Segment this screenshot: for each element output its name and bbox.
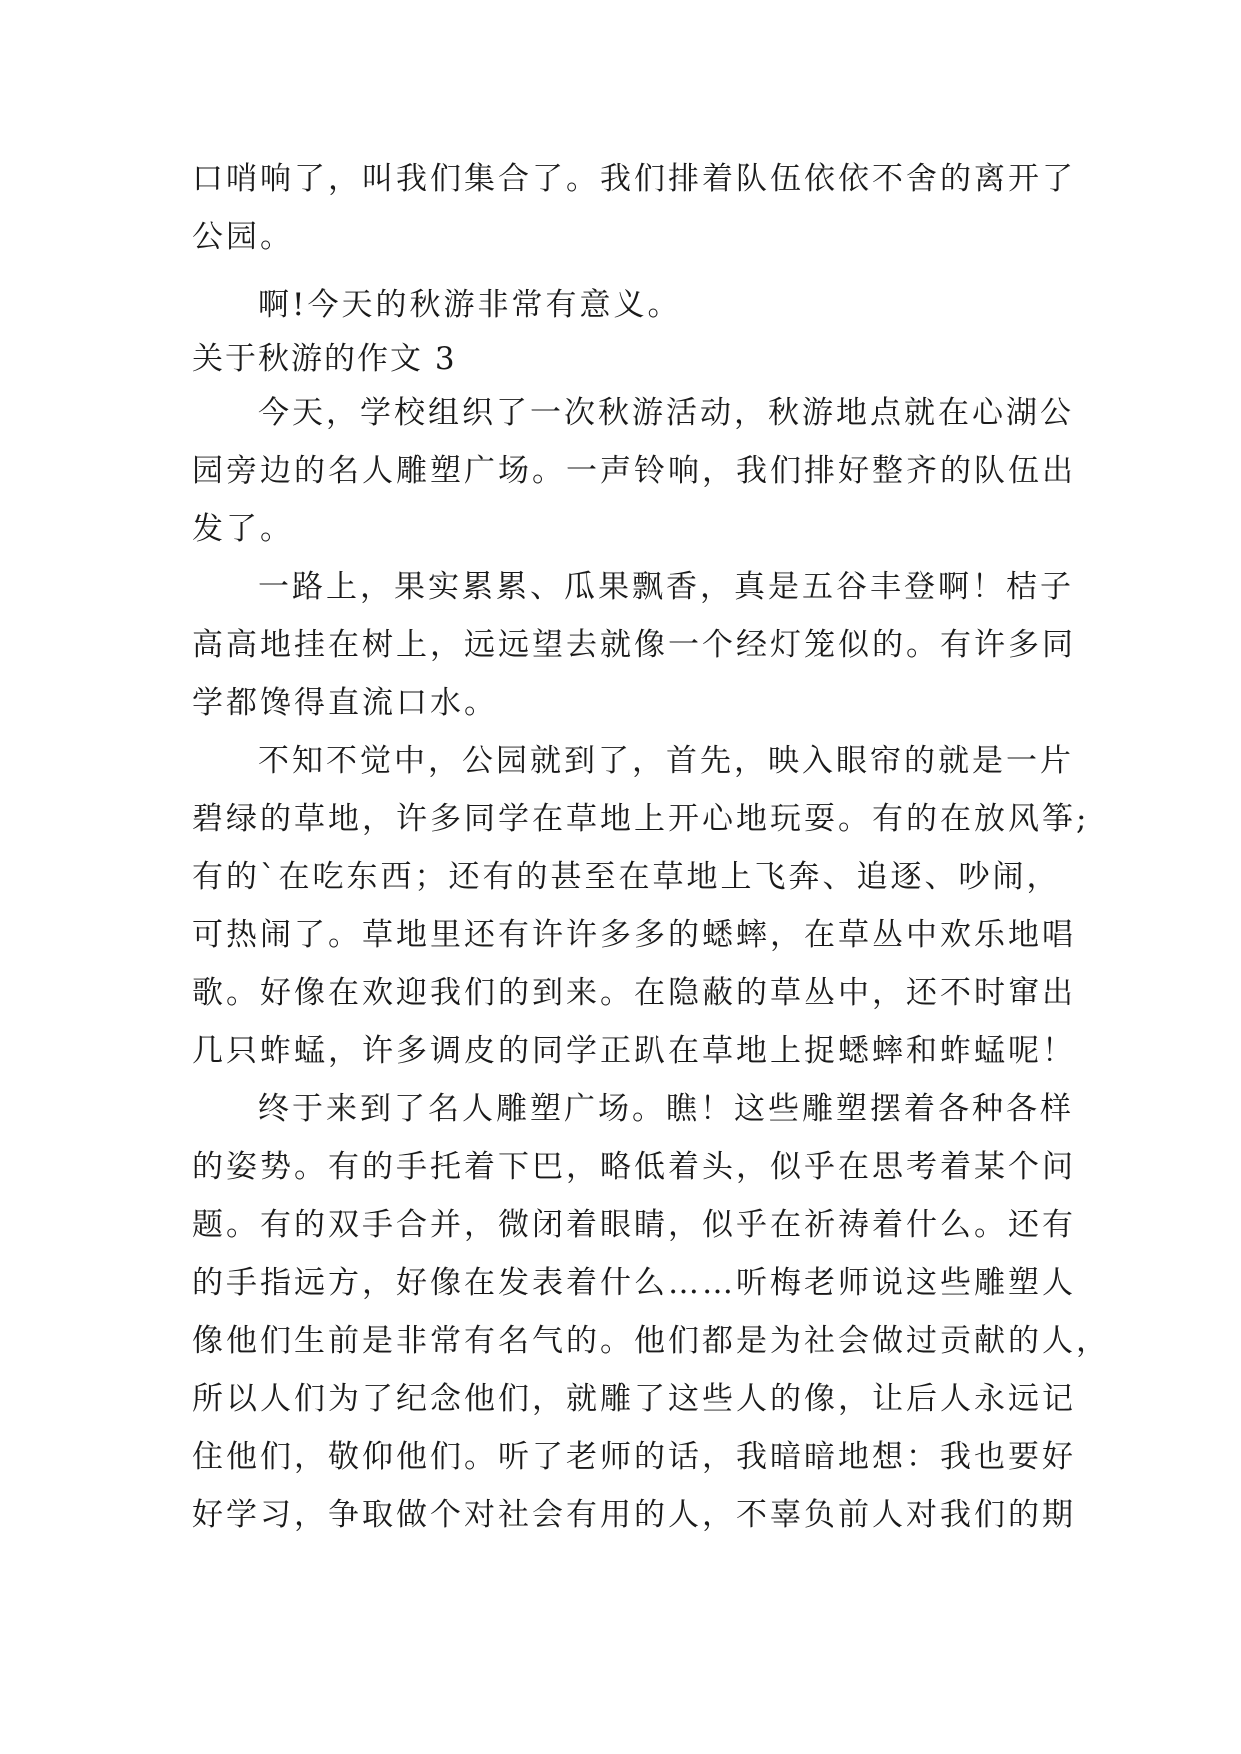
text-line: 园旁边的名人雕塑广场。一声铃响，我们排好整齐的队伍出 [192, 453, 1076, 489]
text-line: 学都馋得直流口水。 [192, 685, 498, 721]
text-line: 高高地挂在树上，远远望去就像一个经灯笼似的。有许多同 [192, 627, 1076, 663]
text-line: 住他们，敬仰他们。听了老师的话，我暗暗地想：我也要好 [192, 1439, 1076, 1475]
text-line: 有的`在吃东西；还有的甚至在草地上飞奔、追逐、吵闹， [192, 859, 1061, 895]
document-body [192, 150, 1110, 1544]
paragraph-line: 不知不觉中，公园就到了，首先，映入眼帘的就是一片 [258, 743, 1074, 779]
text-line: 的手指远方，好像在发表着什么……听梅老师说这些雕塑人 [192, 1265, 1076, 1301]
text-line: 口哨响了，叫我们集合了。我们排着队伍依依不舍的离开了 [192, 161, 1076, 197]
text-line: 题。有的双手合并，微闭着眼睛，似乎在祈祷着什么。还有 [192, 1207, 1076, 1243]
section-heading: 关于秋游的作文 3 [192, 341, 457, 377]
text-line: 公园。 [192, 219, 294, 255]
text-line: 几只蚱蜢，许多调皮的同学正趴在草地上捉蟋蟀和蚱蜢呢！ [192, 1033, 1076, 1069]
paragraph-line: 今天，学校组织了一次秋游活动，秋游地点就在心湖公 [258, 395, 1074, 431]
text-line: 碧绿的草地，许多同学在草地上开心地玩耍。有的在放风筝; [192, 801, 1090, 837]
text-line: 好学习，争取做个对社会有用的人，不辜负前人对我们的期 [192, 1497, 1076, 1533]
text-line: 所以人们为了纪念他们，就雕了这些人的像，让后人永远记 [192, 1381, 1076, 1417]
text-line: 歌。好像在欢迎我们的到来。在隐蔽的草丛中，还不时窜出 [192, 975, 1076, 1011]
text-line: 的姿势。有的手托着下巴，略低着头，似乎在思考着某个问 [192, 1149, 1076, 1185]
text-line: 像他们生前是非常有名气的。他们都是为社会做过贡献的人， [192, 1323, 1110, 1359]
paragraph-line: 终于来到了名人雕塑广场。瞧！这些雕塑摆着各种各样 [258, 1091, 1074, 1127]
text-line: 可热闹了。草地里还有许许多多的蟋蟀，在草丛中欢乐地唱 [192, 917, 1076, 953]
text-line: 发了。 [192, 511, 294, 547]
paragraph-line: 一路上，果实累累、瓜果飘香，真是五谷丰登啊！桔子 [258, 569, 1074, 605]
paragraph-line: 啊!今天的秋游非常有意义。 [258, 287, 682, 323]
